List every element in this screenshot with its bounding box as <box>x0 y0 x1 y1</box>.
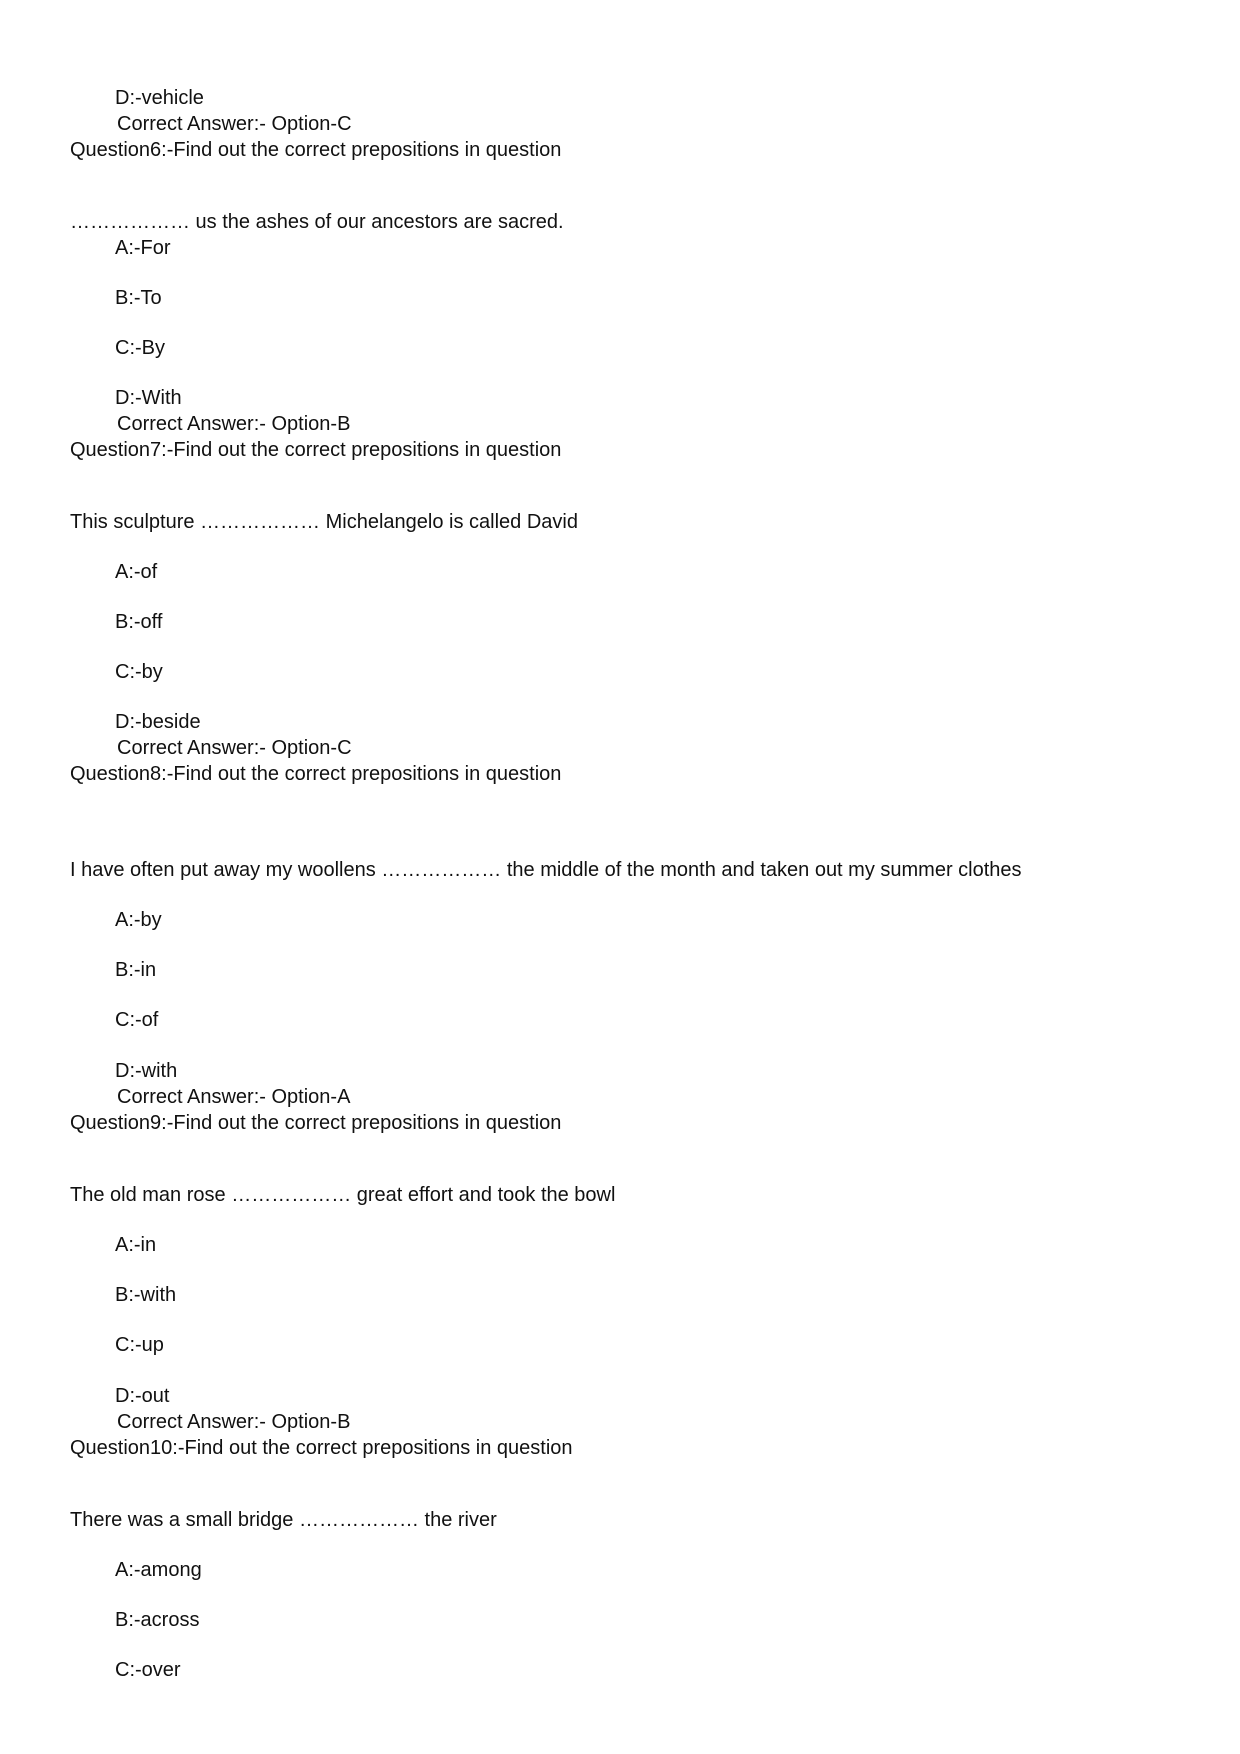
question-heading: Question10:-Find out the correct prepositions in question <box>70 1437 573 1459</box>
question-sentence: This sculpture ……………… Michelangelo is called David <box>70 511 578 533</box>
option-a: A:-among <box>115 1559 202 1581</box>
option-d: D:-beside <box>115 711 201 733</box>
option-d: D:-out <box>115 1385 170 1407</box>
correct-answer: Correct Answer:- Option-B <box>117 413 351 435</box>
correct-answer: Correct Answer:- Option-C <box>117 113 352 135</box>
option-d: D:-vehicle <box>115 87 204 109</box>
option-c: C:-over <box>115 1659 181 1681</box>
question-heading: Question8:-Find out the correct prepositions in question <box>70 763 562 785</box>
question-heading: Question6:-Find out the correct prepositions in question <box>70 139 562 161</box>
option-b: B:-To <box>115 287 162 309</box>
option-b: B:-across <box>115 1609 200 1631</box>
option-c: C:-of <box>115 1009 159 1031</box>
option-d: D:-With <box>115 387 182 409</box>
option-a: A:-in <box>115 1234 157 1256</box>
correct-answer: Correct Answer:- Option-B <box>117 1411 351 1433</box>
question-heading: Question7:-Find out the correct prepositions in question <box>70 439 562 461</box>
option-a: A:-For <box>115 237 171 259</box>
option-b: B:-with <box>115 1284 177 1306</box>
question-sentence: There was a small bridge ……………… the river <box>70 1509 497 1531</box>
correct-answer: Correct Answer:- Option-C <box>117 737 352 759</box>
option-b: B:-off <box>115 611 163 633</box>
option-b: B:-in <box>115 959 157 981</box>
question-sentence: The old man rose ……………… great effort and took the bowl <box>70 1184 616 1206</box>
option-a: A:-by <box>115 909 162 931</box>
question-sentence: ……………… us the ashes of our ancestors are sacred. <box>70 211 564 233</box>
option-c: C:-up <box>115 1334 164 1356</box>
option-d: D:-with <box>115 1060 178 1082</box>
question-sentence: I have often put away my woollens ……………… the middle of the month and taken out my summer clothes <box>70 859 1022 881</box>
correct-answer: Correct Answer:- Option-A <box>117 1086 351 1108</box>
option-c: C:-by <box>115 661 163 683</box>
option-a: A:-of <box>115 561 158 583</box>
option-c: C:-By <box>115 337 165 359</box>
question-heading: Question9:-Find out the correct prepositions in question <box>70 1112 562 1134</box>
